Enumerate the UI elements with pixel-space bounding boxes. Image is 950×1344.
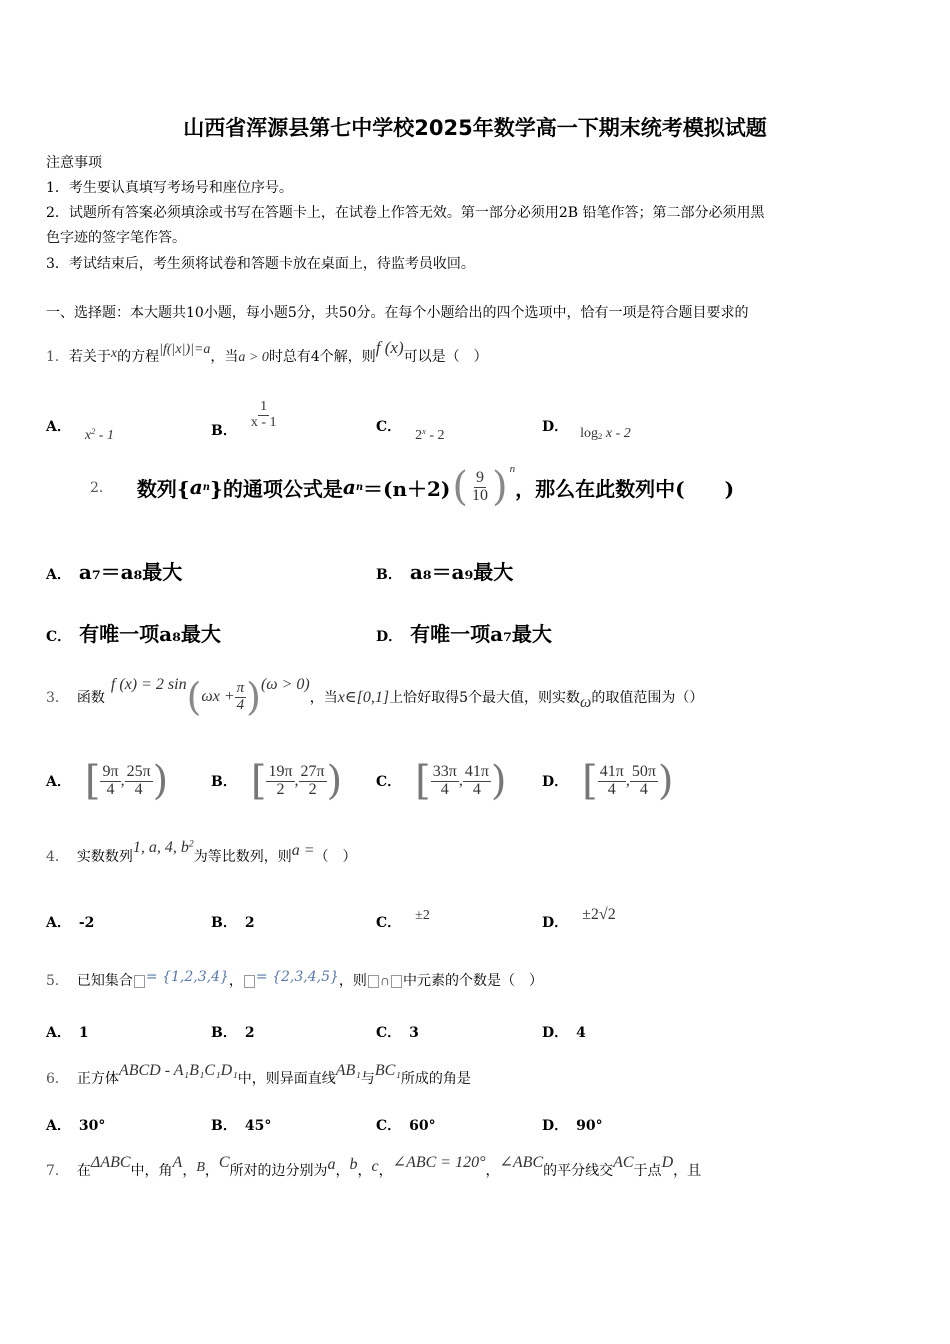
q7-var: B xyxy=(196,1160,205,1175)
q7-text: ， xyxy=(357,1163,372,1179)
page-title: 山西省浑源县第七中学校2025年数学高一下期末统考模拟试题 xyxy=(183,116,767,140)
q7-text: ， xyxy=(182,1163,197,1179)
q3-var: ω xyxy=(580,694,592,711)
q3-fraction-den: 4 xyxy=(236,696,245,713)
option-denominator: 4 xyxy=(472,780,481,798)
notice-item-1: 1．考生要认真填写考场号和座位序号。 xyxy=(46,180,293,196)
option-label: C． xyxy=(376,1025,402,1041)
q1-text: 的方程 xyxy=(117,349,160,365)
q4-var: a = xyxy=(291,842,315,859)
option-numerator: 25π xyxy=(126,762,151,780)
q2-equation: ＝(n＋2) xyxy=(363,476,451,501)
option-math: 2 xyxy=(91,426,96,436)
option-math: x xyxy=(84,428,92,443)
question-number: 4． xyxy=(46,849,69,865)
q1-option-a[interactable] xyxy=(46,416,114,443)
option-label: A． xyxy=(46,915,71,931)
option-label: D． xyxy=(542,1025,569,1041)
option-numerator: 19π xyxy=(268,762,293,780)
option-text: 3 xyxy=(409,1025,419,1041)
section-heading: 一、选择题：本大题共10小题，每小题5分，共50分。在每个小题给出的四个选项中，恰有一项是符合题目要求的 xyxy=(46,305,749,321)
option-numerator: 50π xyxy=(631,762,656,780)
option-denominator: 2 xyxy=(308,780,317,798)
question-5 xyxy=(46,970,543,990)
q6-cube: ABCD - A₁B₁C₁D₁ xyxy=(118,1062,238,1079)
q4-option-a[interactable] xyxy=(46,912,94,932)
q2-text: 数列{ xyxy=(136,476,190,501)
option-numerator: 1 xyxy=(260,399,268,414)
q3-option-d[interactable]: D． [ $\frac{41\pi}{4}$ , $\frac{50\pi}{4}$ ) xyxy=(542,758,674,804)
q5-text: 已知集合 xyxy=(76,973,133,989)
q4-text: 为等比数列，则 xyxy=(193,849,292,865)
option-label: A． xyxy=(46,774,71,790)
q7-text: ， xyxy=(485,1163,500,1179)
q7-var: b xyxy=(349,1156,358,1173)
q1-option-c[interactable] xyxy=(376,416,445,443)
option-label: D． xyxy=(542,1118,569,1134)
q6-line-2: BC₁ xyxy=(374,1062,401,1079)
q7-var: a xyxy=(327,1156,336,1173)
q1-var: x xyxy=(110,346,118,361)
q1-text: 时总有4个解，则 xyxy=(268,349,376,365)
option-numerator: 41π xyxy=(464,762,489,780)
question-number: 3． xyxy=(46,690,69,706)
question-7 xyxy=(46,1154,702,1180)
option-label: B． xyxy=(211,774,237,790)
option-label: B． xyxy=(211,423,237,440)
option-denominator: 4 xyxy=(440,780,449,798)
question-number: 1． xyxy=(46,349,69,365)
option-numerator: 33π xyxy=(432,762,457,780)
option-text: -2 xyxy=(78,915,95,931)
q5-option-a[interactable] xyxy=(46,1022,89,1042)
option-text: 2 xyxy=(244,1025,255,1041)
q7-var: D xyxy=(661,1154,674,1171)
option-text: 有唯一项a₈最大 xyxy=(79,622,221,646)
q3-text: ，当 xyxy=(309,690,338,706)
q5-option-b[interactable] xyxy=(211,1022,255,1042)
option-text: ±2 xyxy=(415,908,430,923)
q1-equation: |f(|x|)|=a xyxy=(159,342,211,357)
q7-var: C xyxy=(218,1154,230,1171)
option-label: C． xyxy=(376,1118,402,1134)
q4-text: 实数数列 xyxy=(76,849,133,865)
option-text: 2 xyxy=(244,915,255,931)
option-text: 60° xyxy=(409,1118,436,1134)
q7-text: 中，角 xyxy=(130,1163,173,1179)
q1-option-b[interactable] xyxy=(211,399,279,440)
q6-option-d[interactable] xyxy=(542,1115,603,1135)
option-label: A． xyxy=(46,1025,71,1041)
option-text: 45° xyxy=(244,1118,272,1134)
q1-option-d[interactable] xyxy=(542,416,631,442)
q1-function: f (x) xyxy=(375,338,404,357)
question-number: 2． xyxy=(90,480,113,496)
option-label: D． xyxy=(542,419,569,435)
option-numerator: 41π xyxy=(599,762,624,780)
q2-option-c[interactable] xyxy=(46,618,221,647)
q3-text: 上恰好取得5个最大值，则实数 xyxy=(389,690,581,706)
q4-text: （ ） xyxy=(314,849,357,865)
set-b-symbol xyxy=(244,975,255,988)
q3-text: 函数 xyxy=(76,690,105,706)
option-denominator: 4 xyxy=(639,780,648,798)
q5-set-b: = {2,3,4,5} xyxy=(255,969,339,985)
q1-text: 若关于 xyxy=(68,349,111,365)
q7-var: c xyxy=(371,1158,379,1175)
option-label: B． xyxy=(211,1025,237,1041)
q3-range: x∈[0,1] xyxy=(337,689,390,706)
notice-item-2: 2．试题所有答案必须填涂或书写在答题卡上，在试卷上作答无效。第一部分必须用2B 铅笔作答；第二部分必须用黑 xyxy=(46,205,765,221)
q2-option-d[interactable] xyxy=(376,618,552,647)
q7-text: 所对的边分别为 xyxy=(229,1163,328,1179)
q5-text: ，则 xyxy=(338,973,367,989)
option-label: B． xyxy=(211,915,237,931)
q5-text: 中元素的个数是（ ） xyxy=(403,973,544,989)
notice-heading: 注意事项 xyxy=(46,155,102,171)
option-text: 30° xyxy=(78,1118,106,1134)
option-math: x - 2 xyxy=(602,426,631,441)
question-3: 3． 函数 f (x) = 2 sin ( ωx + $\frac{\pi}{4}$ ) (ω > 0) ，当 x∈[0,1] 上恰好取得5个最大值，则实数 ω 的取值范围为（） xyxy=(46,675,704,719)
q2-var: a xyxy=(342,475,356,499)
q3-option-b[interactable]: B． [ $\frac{19\pi}{2}$ , $\frac{27\pi}{2}$ ) xyxy=(211,758,343,804)
option-text: 1 xyxy=(78,1025,89,1041)
q7-text: 的平分线交 xyxy=(543,1163,614,1179)
question-4 xyxy=(46,838,357,866)
q7-text: ，且 xyxy=(673,1163,702,1179)
q1-text: 可以是（ ） xyxy=(403,349,488,365)
q3-option-c[interactable]: C． [ $\frac{33\pi}{4}$ , $\frac{41\pi}{4}$ ) xyxy=(376,758,507,804)
option-label: A． xyxy=(46,419,71,435)
q1-condition: a > 0 xyxy=(238,350,269,365)
q2-var: n xyxy=(355,481,364,493)
notice-item-3: 3．考试结束后，考生须将试卷和答题卡放在桌面上，待监考员收回。 xyxy=(46,256,475,272)
option-numerator: 9π xyxy=(102,762,119,780)
q6-text: 正方体 xyxy=(76,1071,119,1087)
option-label: B． xyxy=(376,567,402,583)
q2-fraction-den: 10 xyxy=(472,486,489,504)
q4-option-d[interactable] xyxy=(542,906,616,932)
option-math: 2 xyxy=(415,428,423,443)
q3-fraction-num: π xyxy=(236,679,245,696)
q3-text: 的取值范围为（） xyxy=(591,690,704,706)
option-text: a₈＝a₉最大 xyxy=(409,560,514,584)
option-denominator: 2 xyxy=(276,780,285,798)
option-label: C． xyxy=(376,915,402,931)
option-text: ±2√2 xyxy=(582,906,616,923)
q2-exponent: n xyxy=(509,463,516,475)
q2-var: a xyxy=(189,475,203,499)
option-label: B． xyxy=(211,1118,237,1134)
set-b-symbol xyxy=(391,975,402,988)
q3-option-a[interactable]: A． [ $\frac{9\pi}{4}$ , $\frac{25\pi}{4}$ ) xyxy=(46,758,169,804)
q2-fraction-num: 9 xyxy=(476,468,485,486)
option-label: D． xyxy=(542,915,569,931)
option-label: D． xyxy=(376,629,403,645)
q2-option-b[interactable] xyxy=(376,556,513,585)
q3-inner: ωx + xyxy=(201,688,235,705)
option-label: C． xyxy=(46,629,72,645)
question-number: 7． xyxy=(46,1163,69,1179)
q7-segment: AC xyxy=(613,1154,634,1171)
q5-intersection: ∩ xyxy=(379,974,391,989)
option-text: 有唯一项a₇最大 xyxy=(410,622,552,646)
option-denominator: 4 xyxy=(134,780,143,798)
option-denominator: 4 xyxy=(106,780,115,798)
set-a-symbol xyxy=(134,975,145,988)
option-math: log xyxy=(580,426,599,441)
q4-option-c[interactable] xyxy=(376,908,430,932)
q4-exponent: 2 xyxy=(188,838,194,850)
q7-angle: ∠ABC = 120° xyxy=(392,1154,486,1171)
option-label: A． xyxy=(46,1118,71,1134)
q4-sequence: 1, a, 4, b xyxy=(132,839,189,856)
q5-option-c[interactable] xyxy=(376,1022,419,1042)
option-label: C． xyxy=(376,419,402,435)
q3-function: f (x) = 2 sin xyxy=(110,676,187,693)
q2-text: ，那么在此数列中( ) xyxy=(515,476,735,501)
q7-text: ， xyxy=(378,1163,393,1179)
notice-item-2-cont: 色字迹的签字笔作答。 xyxy=(46,230,186,246)
option-math: 2 xyxy=(598,431,603,442)
q7-triangle: ΔABC xyxy=(90,1154,131,1171)
option-denominator: 4 xyxy=(607,780,616,798)
q7-text: ， xyxy=(335,1163,350,1179)
question-number: 5． xyxy=(46,973,69,989)
q7-text: 于点 xyxy=(633,1163,662,1179)
q5-text: ， xyxy=(228,973,243,989)
option-text: 90° xyxy=(576,1118,603,1134)
q7-var: A xyxy=(172,1154,183,1171)
option-math: - 1 xyxy=(95,428,114,443)
option-numerator: 27π xyxy=(300,762,325,780)
option-denominator: x - 1 xyxy=(250,414,277,430)
q6-option-b[interactable] xyxy=(211,1115,271,1135)
option-math: - 2 xyxy=(425,428,445,443)
q7-angle: ∠ABC xyxy=(499,1154,544,1171)
q1-text: ，当 xyxy=(210,349,239,365)
q2-var: n xyxy=(202,481,210,493)
option-text: 4 xyxy=(576,1025,586,1041)
q6-text: 与 xyxy=(360,1071,375,1087)
q6-option-c[interactable] xyxy=(376,1115,436,1135)
q6-line-1: AB₁ xyxy=(335,1062,361,1079)
question-6 xyxy=(46,1062,471,1088)
q7-text: 在 xyxy=(76,1163,91,1179)
q2-text: }的通项公式是 xyxy=(209,476,343,501)
q6-text: 所成的角是 xyxy=(400,1071,471,1087)
q7-text: ， xyxy=(204,1163,219,1179)
option-math: x xyxy=(422,426,426,436)
q3-condition: (ω > 0) xyxy=(260,676,310,693)
question-2: 2． 数列{ a n }的通项公式是 a n ＝(n＋2) ( $\frac{9}{10}$ ) n ，那么在此数列中( ) xyxy=(90,463,735,510)
q5-set-a: = {1,2,3,4} xyxy=(145,969,229,985)
question-1 xyxy=(46,338,488,366)
q2-option-a[interactable] xyxy=(46,556,182,585)
option-label: C． xyxy=(376,774,402,790)
q5-option-d[interactable] xyxy=(542,1022,586,1042)
set-a-symbol xyxy=(368,975,379,988)
question-number: 6． xyxy=(46,1071,69,1087)
q6-option-a[interactable] xyxy=(46,1115,105,1135)
q6-text: 中，则异面直线 xyxy=(237,1071,336,1087)
q4-option-b[interactable] xyxy=(211,912,255,932)
option-label: D． xyxy=(542,774,569,790)
option-text: a₇＝a₈最大 xyxy=(78,560,183,584)
option-label: A． xyxy=(46,567,71,583)
